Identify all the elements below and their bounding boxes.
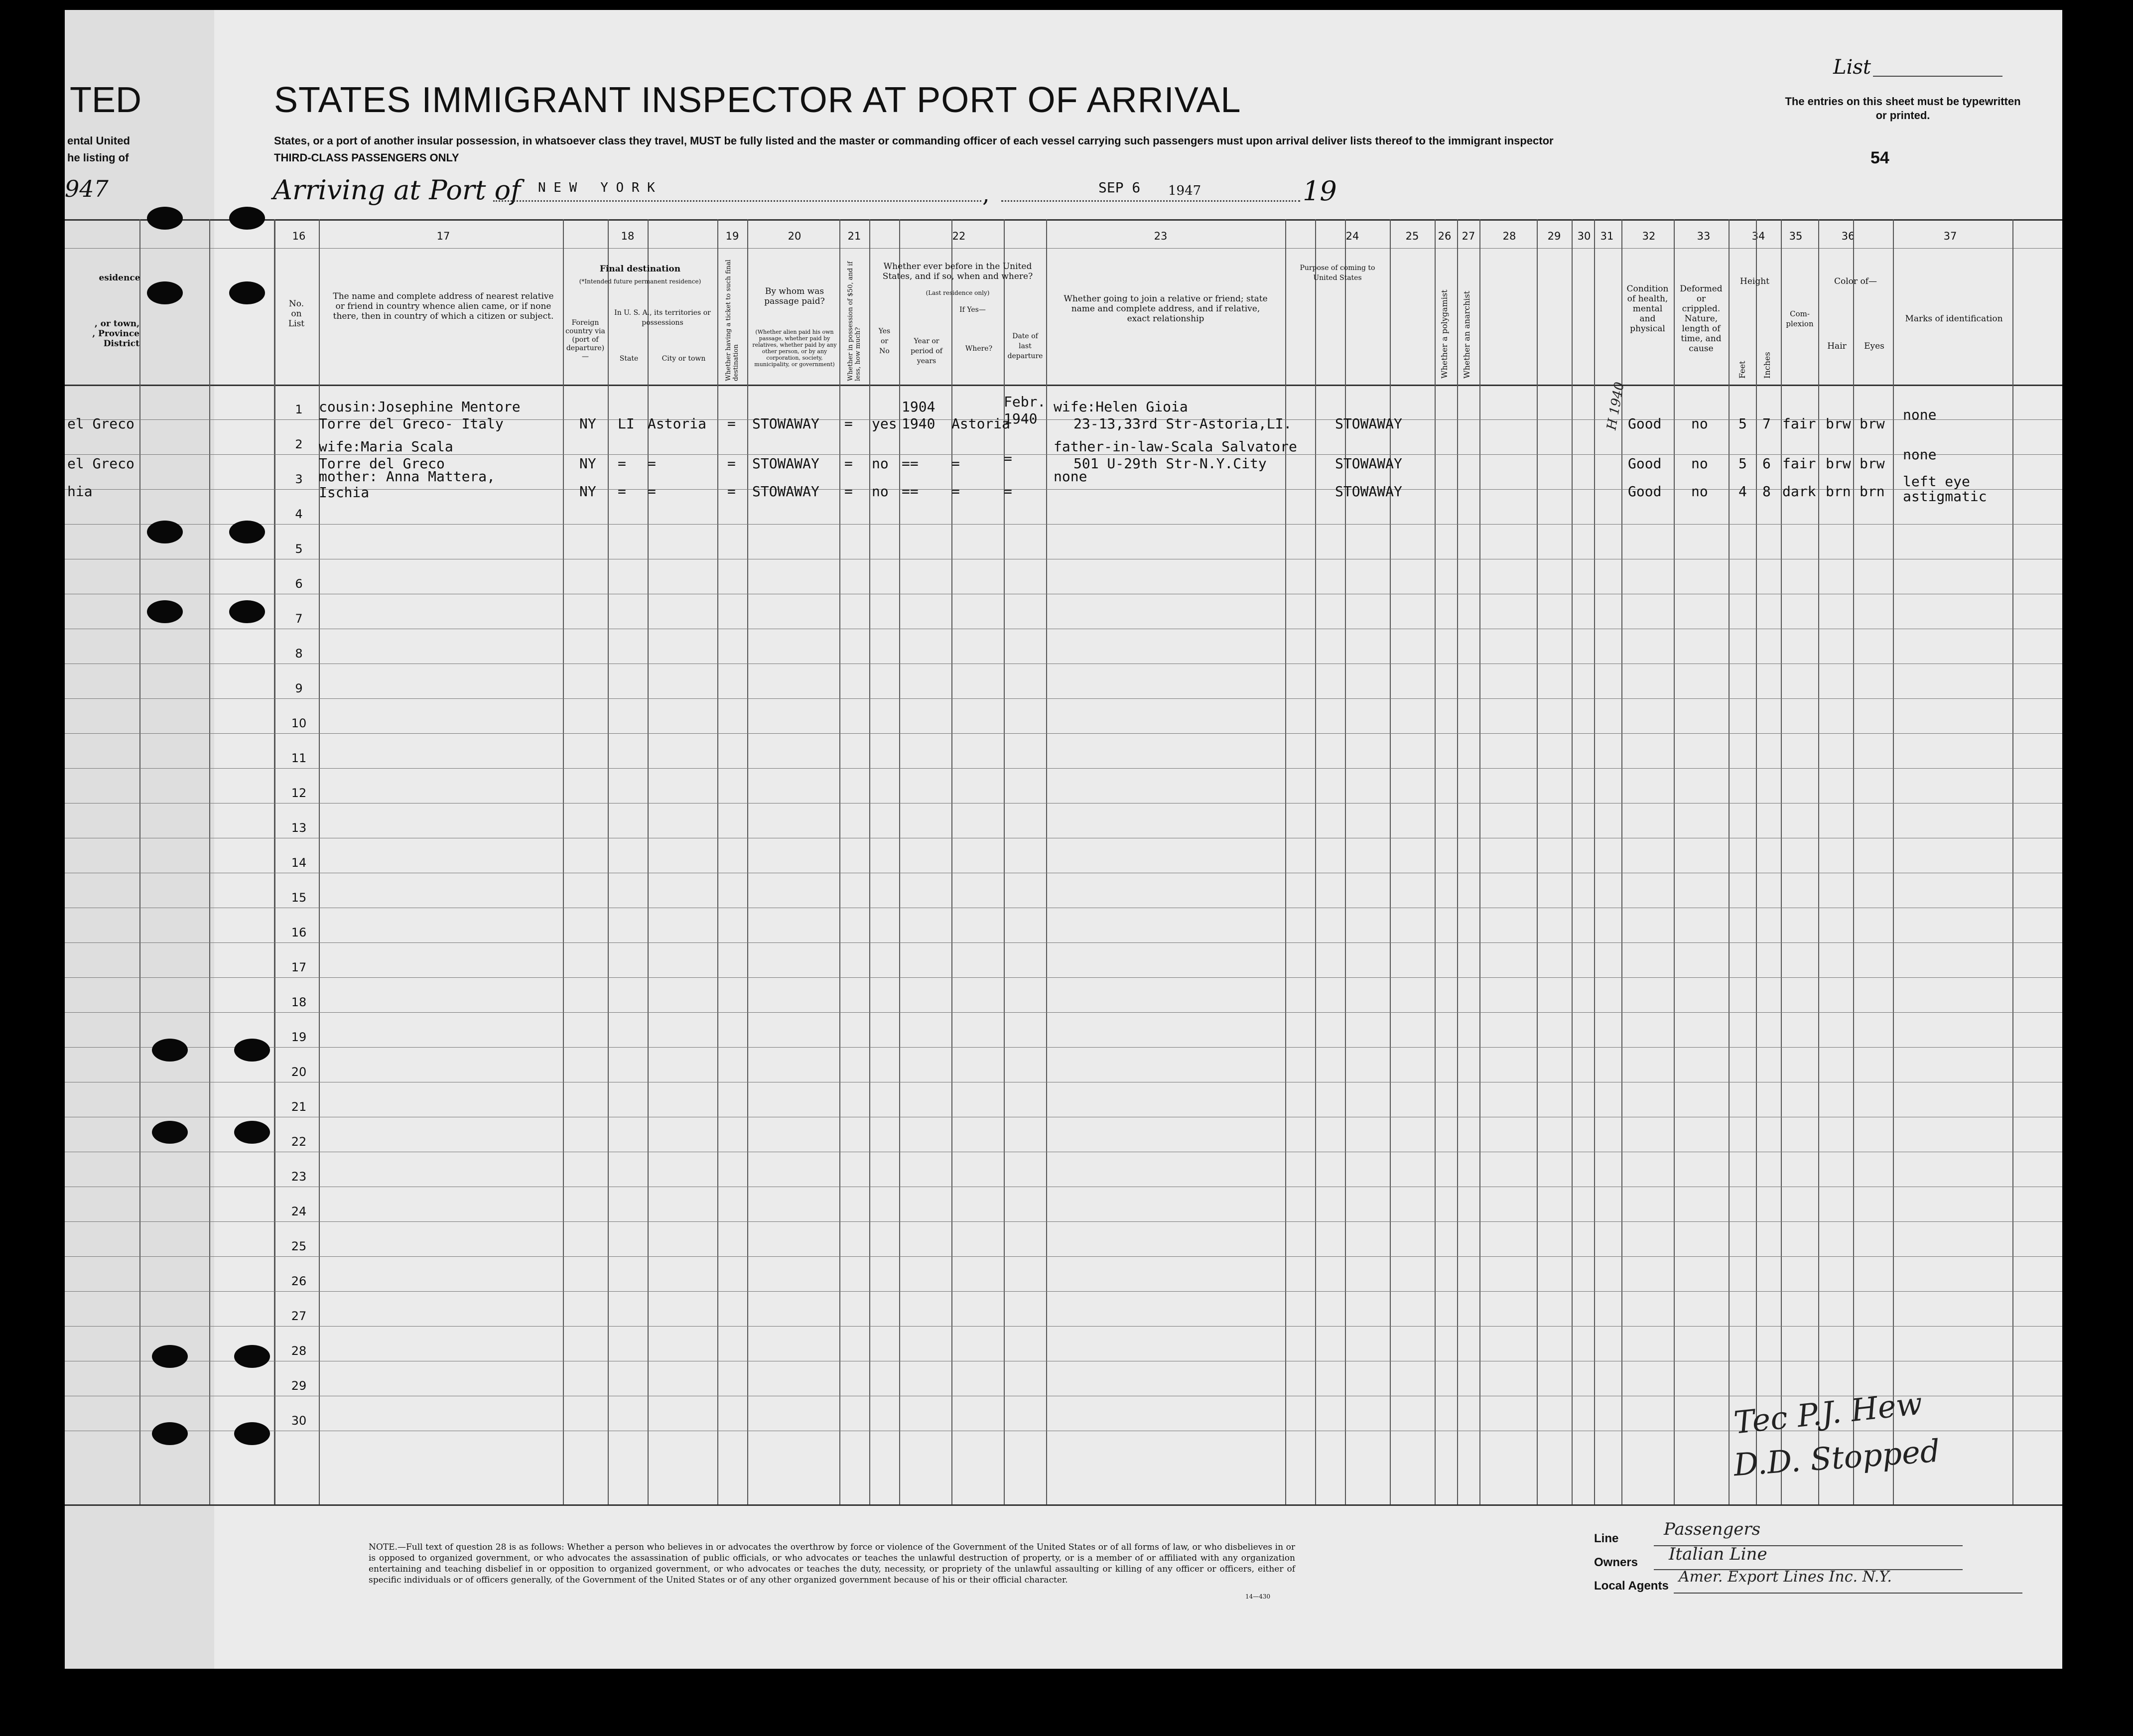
heading-last-departure: Date of last departure xyxy=(1007,332,1043,360)
col-36: 36 xyxy=(1841,230,1855,242)
col-31: 31 xyxy=(1600,230,1614,242)
col-rule xyxy=(1729,219,1730,1504)
heading-final-destination: Final destination xyxy=(599,264,681,274)
row-rule xyxy=(65,768,2062,769)
col-rule xyxy=(1457,219,1458,1504)
punch-hole xyxy=(152,1345,188,1368)
col-rule xyxy=(1853,219,1854,1504)
row-number: 4 xyxy=(295,507,303,521)
left-fragment-title: TED xyxy=(70,80,141,120)
hair-color: brw xyxy=(1826,455,1851,472)
row-number: 7 xyxy=(295,612,303,626)
heading-joining: Whether going to join a relative or friend; state name and complete address, and if relative, exact relationship xyxy=(1064,294,1268,324)
col-27: 27 xyxy=(1462,230,1475,242)
heading-residence-sub: , or town, , Province District xyxy=(92,319,139,349)
purpose: STOWAWAY xyxy=(1335,415,1402,432)
punch-hole xyxy=(229,521,265,543)
col-16: 16 xyxy=(292,230,306,242)
row-number: 25 xyxy=(291,1239,307,1253)
col-21: 21 xyxy=(847,230,861,242)
row-rule xyxy=(65,1256,2062,1257)
punch-hole xyxy=(234,1422,270,1445)
deformed: no xyxy=(1691,455,1708,472)
row-number: 22 xyxy=(291,1135,307,1149)
height-inches: 7 xyxy=(1762,415,1771,432)
punch-hole xyxy=(152,1039,188,1062)
relative-line-1: wife:Maria Scala xyxy=(319,438,453,455)
row-number: 30 xyxy=(291,1414,307,1428)
joining-line-1: father-in-law-Scala Salvatore xyxy=(1054,438,1297,455)
col-37: 37 xyxy=(1943,230,1957,242)
row-number: 24 xyxy=(291,1204,307,1218)
row-number: 23 xyxy=(291,1170,307,1184)
col-29: 29 xyxy=(1547,230,1561,242)
relative-line-1: cousin:Josephine Mentore xyxy=(319,399,521,415)
heading-if-yes: If Yes— xyxy=(959,306,986,314)
list-underline xyxy=(1873,76,2002,77)
col-rule xyxy=(747,219,748,1504)
row-rule xyxy=(65,698,2062,699)
port-value: N E W Y O R K xyxy=(538,180,655,195)
col-32: 32 xyxy=(1642,230,1656,242)
heading-eyes: Eyes xyxy=(1864,341,1884,351)
punch-hole xyxy=(234,1121,270,1144)
row-number: 2 xyxy=(295,437,303,451)
punch-hole xyxy=(147,207,183,230)
city: = xyxy=(648,483,656,500)
been-before: no xyxy=(872,483,889,500)
where: = xyxy=(951,483,960,500)
col-18: 18 xyxy=(621,230,635,242)
complexion: dark xyxy=(1782,483,1816,500)
col-35: 35 xyxy=(1789,230,1803,242)
heading-final-destination-note: (*Intended future permanent residence) xyxy=(579,278,701,285)
eye-color: brw xyxy=(1860,415,1885,432)
foreign-port: NY xyxy=(579,415,596,432)
been-before: yes xyxy=(872,415,897,432)
col-rule xyxy=(608,219,609,1504)
year-line-2: 1940 xyxy=(902,415,935,432)
complexion: fair xyxy=(1782,455,1816,472)
ticket: = xyxy=(727,415,736,432)
state: = xyxy=(618,483,626,500)
paid-by: STOWAWAY xyxy=(752,415,819,432)
agents-underline xyxy=(1674,1593,2022,1594)
line-label: Line xyxy=(1594,1532,1619,1545)
col-rule xyxy=(1537,219,1538,1504)
heading-relative: The name and complete address of nearest relative or friend in country whence alien came, or if none there, then in country of which a citizen or subject. xyxy=(333,291,554,321)
col-19: 19 xyxy=(725,230,739,242)
col-rule xyxy=(139,219,140,1504)
money: = xyxy=(844,455,853,472)
row-rule xyxy=(65,942,2062,943)
been-before: no xyxy=(872,455,889,472)
height-feet: 5 xyxy=(1738,455,1747,472)
port-comma: , xyxy=(982,180,990,207)
col-rule xyxy=(1756,219,1757,1504)
eye-color: brn xyxy=(1860,483,1885,500)
state: = xyxy=(618,455,626,472)
departure-line-2: 1940 xyxy=(1004,410,1038,427)
class-line: THIRD-CLASS PASSENGERS ONLY xyxy=(274,151,459,164)
col-rule xyxy=(209,219,210,1504)
handwritten-annotation-2: D.D. Stopped xyxy=(1732,1432,1941,1483)
foreign-port: NY xyxy=(579,483,596,500)
marks-line-1: none xyxy=(1903,406,1937,423)
row-number: 8 xyxy=(295,647,303,661)
handwritten-annotation-1: Tec P.J. Hew xyxy=(1732,1385,1924,1441)
col-28: 28 xyxy=(1502,230,1516,242)
row-number: 21 xyxy=(291,1100,307,1114)
col-rule xyxy=(1285,219,1286,1504)
row-rule xyxy=(65,1221,2062,1222)
row-rule xyxy=(65,1012,2062,1013)
joining-line-1: wife:Helen Gioia xyxy=(1054,399,1188,415)
health: Good xyxy=(1628,483,1662,500)
heading-before-note: (Last residence only) xyxy=(926,289,990,296)
marks-line-1: left eye xyxy=(1903,473,1970,490)
health: Good xyxy=(1628,455,1662,472)
left-fragment-line1: ental United xyxy=(67,134,130,147)
foreign-port: NY xyxy=(579,455,596,472)
residence: hia xyxy=(67,483,93,500)
height-feet: 5 xyxy=(1738,415,1747,432)
heading-where: Where? xyxy=(965,345,993,353)
page-title: STATES IMMIGRANT INSPECTOR AT PORT OF ARRIVAL xyxy=(274,80,1241,120)
punch-hole xyxy=(147,600,183,623)
city: Astoria xyxy=(648,415,707,432)
departure-line-1: Febr. xyxy=(1004,394,1046,410)
col-17: 17 xyxy=(436,230,450,242)
row-number: 11 xyxy=(291,751,307,765)
row-number: 17 xyxy=(291,960,307,974)
row-number: 16 xyxy=(291,926,307,939)
col-rule xyxy=(1479,219,1480,1504)
row-number: 10 xyxy=(291,716,307,730)
col-25: 25 xyxy=(1405,230,1419,242)
page-subtitle: States, or a port of another insular possession, in whatsoever class they travel, MUST be fully listed and the master or commanding officer of each vessel carrying such passengers must upon arrival deliver lists thereof to the immigrant inspector xyxy=(274,134,1554,147)
heading-height: Height xyxy=(1740,276,1769,286)
row-number: 19 xyxy=(291,1030,307,1044)
row-number: 6 xyxy=(295,577,303,591)
row-number: 3 xyxy=(295,472,303,486)
heading-inches: Inches xyxy=(1762,352,1772,379)
row-number: 28 xyxy=(291,1344,307,1358)
owners-value: Italian Line xyxy=(1669,1544,1767,1564)
row-rule xyxy=(65,1326,2062,1327)
row-number: 18 xyxy=(291,995,307,1009)
col-rule xyxy=(1572,219,1573,1504)
col-rule xyxy=(563,219,564,1504)
where: Astoria xyxy=(951,415,1011,432)
col-rule xyxy=(1594,219,1595,1504)
heading-polygamist: Whether a polygamist xyxy=(1440,289,1449,379)
departure-line-2: = xyxy=(1004,450,1012,467)
relative-line-2: Ischia xyxy=(319,484,370,501)
ticket: = xyxy=(727,483,736,500)
heading-in-usa: In U. S. A., its territories or possessions xyxy=(614,309,711,327)
row-number: 20 xyxy=(291,1065,307,1079)
city: = xyxy=(648,455,656,472)
where: = xyxy=(951,455,960,472)
arriving-label: Arriving at Port of xyxy=(273,174,521,206)
year-line-1: 1904 xyxy=(902,399,935,415)
row-number: 12 xyxy=(291,786,307,800)
purpose: STOWAWAY xyxy=(1335,455,1402,472)
year-prefix: 19 xyxy=(1303,175,1337,207)
heading-complexion: Com- plexion xyxy=(1786,309,1814,328)
row1-check-mark: H 1940 xyxy=(1604,381,1627,431)
residence: el Greco xyxy=(67,415,134,432)
row-rule xyxy=(65,1047,2062,1048)
heading-residence: esidence xyxy=(99,273,140,283)
col-rule xyxy=(951,219,952,1504)
punch-hole xyxy=(229,207,265,230)
footer-rule xyxy=(65,1504,2062,1506)
eye-color: brw xyxy=(1860,455,1885,472)
col-rule xyxy=(839,219,840,1504)
heading-foreign-country: Foreign country via (port of departure)— xyxy=(565,319,605,361)
col-20: 20 xyxy=(788,230,801,242)
col-30: 30 xyxy=(1577,230,1591,242)
row-number: 26 xyxy=(291,1274,307,1288)
relative-line-2: Torre del Greco- Italy xyxy=(319,415,504,432)
punch-hole xyxy=(234,1039,270,1062)
list-label: List xyxy=(1833,56,1871,79)
relative-line-1: mother: Anna Mattera, xyxy=(319,468,496,485)
row-number: 14 xyxy=(291,856,307,870)
col-23: 23 xyxy=(1154,230,1168,242)
col-rule xyxy=(1390,219,1391,1504)
joining-line-2: 501 U-29th Str-N.Y.City xyxy=(1073,455,1267,472)
col-rule xyxy=(1435,219,1436,1504)
port-dotted-line xyxy=(493,200,981,202)
joining-line-2: 23-13,33rd Str-Astoria,LI. xyxy=(1073,415,1292,432)
purpose: STOWAWAY xyxy=(1335,483,1402,500)
row-number: 29 xyxy=(291,1379,307,1393)
heading-passage: By whom was passage paid? xyxy=(764,286,825,306)
col-rule xyxy=(1674,219,1675,1504)
punch-hole xyxy=(229,600,265,623)
row-number: 15 xyxy=(291,891,307,905)
heading-money: Whether in possession of $50, and if less, how much? xyxy=(847,261,862,381)
col-rule xyxy=(648,219,649,1504)
marks-line-1: none xyxy=(1903,446,1937,463)
paid-by: STOWAWAY xyxy=(752,455,819,472)
header-bottom-rule xyxy=(65,385,2062,386)
punch-hole xyxy=(152,1121,188,1144)
ticket: = xyxy=(727,455,736,472)
row-rule xyxy=(65,1291,2062,1292)
left-fragment-line2: he listing of xyxy=(67,151,129,164)
col-22: 22 xyxy=(952,230,966,242)
row-number: 27 xyxy=(291,1309,307,1323)
heading-passage-note: (Whether alien paid his own passage, whether paid by relatives, whether paid by any other person, or by any corporation, society, municipality, or government) xyxy=(752,329,837,368)
col-rule xyxy=(869,219,870,1504)
agents-value: Amer. Export Lines Inc. N.Y. xyxy=(1679,1568,1892,1586)
column-number-rule xyxy=(65,248,2062,249)
col-26: 26 xyxy=(1438,230,1452,242)
heading-marks: Marks of identification xyxy=(1905,314,2003,324)
agents-label: Local Agents xyxy=(1594,1579,1669,1593)
col-rule xyxy=(1315,219,1316,1504)
heading-feet: Feet xyxy=(1737,361,1747,379)
row-number: 13 xyxy=(291,821,307,835)
hair-color: brw xyxy=(1826,415,1851,432)
punch-hole xyxy=(147,281,183,304)
height-feet: 4 xyxy=(1738,483,1747,500)
date-dotted-line xyxy=(1001,200,1300,202)
health: Good xyxy=(1628,415,1662,432)
height-inches: 6 xyxy=(1762,455,1771,472)
complexion: fair xyxy=(1782,415,1816,432)
row-rule xyxy=(65,733,2062,734)
heading-state: State xyxy=(619,355,639,363)
col-rule xyxy=(717,219,718,1504)
list-note: The entries on this sheet must be typewritten or printed. xyxy=(1785,95,2021,122)
heading-deformed: Deformed or crippled. Nature, length of time, and cause xyxy=(1680,284,1723,354)
col-rule xyxy=(1046,219,1047,1504)
col-rule xyxy=(1345,219,1346,1504)
year-line-2: == xyxy=(902,483,919,500)
form-code: 14—430 xyxy=(1245,1593,1271,1600)
col-rule xyxy=(2012,219,2013,1504)
hair-color: brn xyxy=(1826,483,1851,500)
heading-hair: Hair xyxy=(1827,341,1847,351)
joining-line-1: none xyxy=(1054,468,1087,485)
heading-yes-no: Yes or No xyxy=(878,327,891,355)
col-rule xyxy=(899,219,900,1504)
col-rule xyxy=(1781,219,1782,1504)
money: = xyxy=(844,483,853,500)
heading-color-of: Color of— xyxy=(1834,276,1877,286)
date-year-stamp: 1947 xyxy=(1168,183,1201,198)
punch-hole xyxy=(152,1422,188,1445)
heading-ticket: Whether having a ticket to such final destination xyxy=(725,260,740,381)
line-value: Passengers xyxy=(1664,1519,1761,1539)
row-rule xyxy=(65,977,2062,978)
col-33: 33 xyxy=(1697,230,1711,242)
punch-hole xyxy=(229,281,265,304)
footer-note: NOTE.—Full text of question 28 is as follows: Whether a person who believes in or advocates the overthrow by force or violence of the Government of the United States or of all forms of law, or who disbelieves in or is opposed to organized government, or who advocates the assassination of public officials, or who advocates or teaches the unlawful destruction of property, or is a member of or affiliated with any organization entertaining and teaching disbelief in or opposition to organized government, or who advocates or teaches the duty, necessity, or propriety of the unlawful assaulting or killing of any officer or officers, either of specific individuals or of officers generally, of the Government of the United States or of any other organized government because of his or their official character. xyxy=(369,1542,1295,1585)
row-number: 1 xyxy=(295,402,303,416)
marks-line-2: astigmatic xyxy=(1903,488,1987,505)
departure-line-2: = xyxy=(1004,483,1012,500)
left-fragment-year: 947 xyxy=(65,175,109,202)
height-inches: 8 xyxy=(1762,483,1771,500)
paid-by: STOWAWAY xyxy=(752,483,819,500)
state: LI xyxy=(618,415,635,432)
owners-label: Owners xyxy=(1594,1556,1638,1569)
heading-no-on-list: No. on List xyxy=(288,299,305,329)
col-rule xyxy=(274,219,275,1504)
residence: el Greco xyxy=(67,455,134,472)
money: = xyxy=(844,415,853,432)
heading-health: Condition of health, mental and physical xyxy=(1626,284,1669,334)
heading-year-period: Year or period of years xyxy=(911,337,942,365)
row-number: 9 xyxy=(295,681,303,695)
year-line-2: == xyxy=(902,455,919,472)
col-rule xyxy=(1893,219,1894,1504)
list-number: 54 xyxy=(1870,148,1889,167)
col-34: 34 xyxy=(1751,230,1765,242)
punch-hole xyxy=(234,1345,270,1368)
punch-hole xyxy=(147,521,183,543)
col-rule xyxy=(1818,219,1819,1504)
header-top-rule xyxy=(65,219,2062,221)
heading-before: Whether ever before in the United States, and if so, when and where? xyxy=(882,262,1033,281)
col-24: 24 xyxy=(1345,230,1359,242)
row-number: 5 xyxy=(295,542,303,556)
heading-city: City or town xyxy=(662,355,706,363)
deformed: no xyxy=(1691,483,1708,500)
relative-line-2: Torre del Greco xyxy=(319,455,445,472)
date-value: SEP 6 xyxy=(1098,179,1141,196)
heading-purpose: Purpose of coming to United States xyxy=(1300,264,1375,282)
row-rule xyxy=(65,524,2062,525)
heading-anarchist: Whether an anarchist xyxy=(1462,290,1471,379)
deformed: no xyxy=(1691,415,1708,432)
